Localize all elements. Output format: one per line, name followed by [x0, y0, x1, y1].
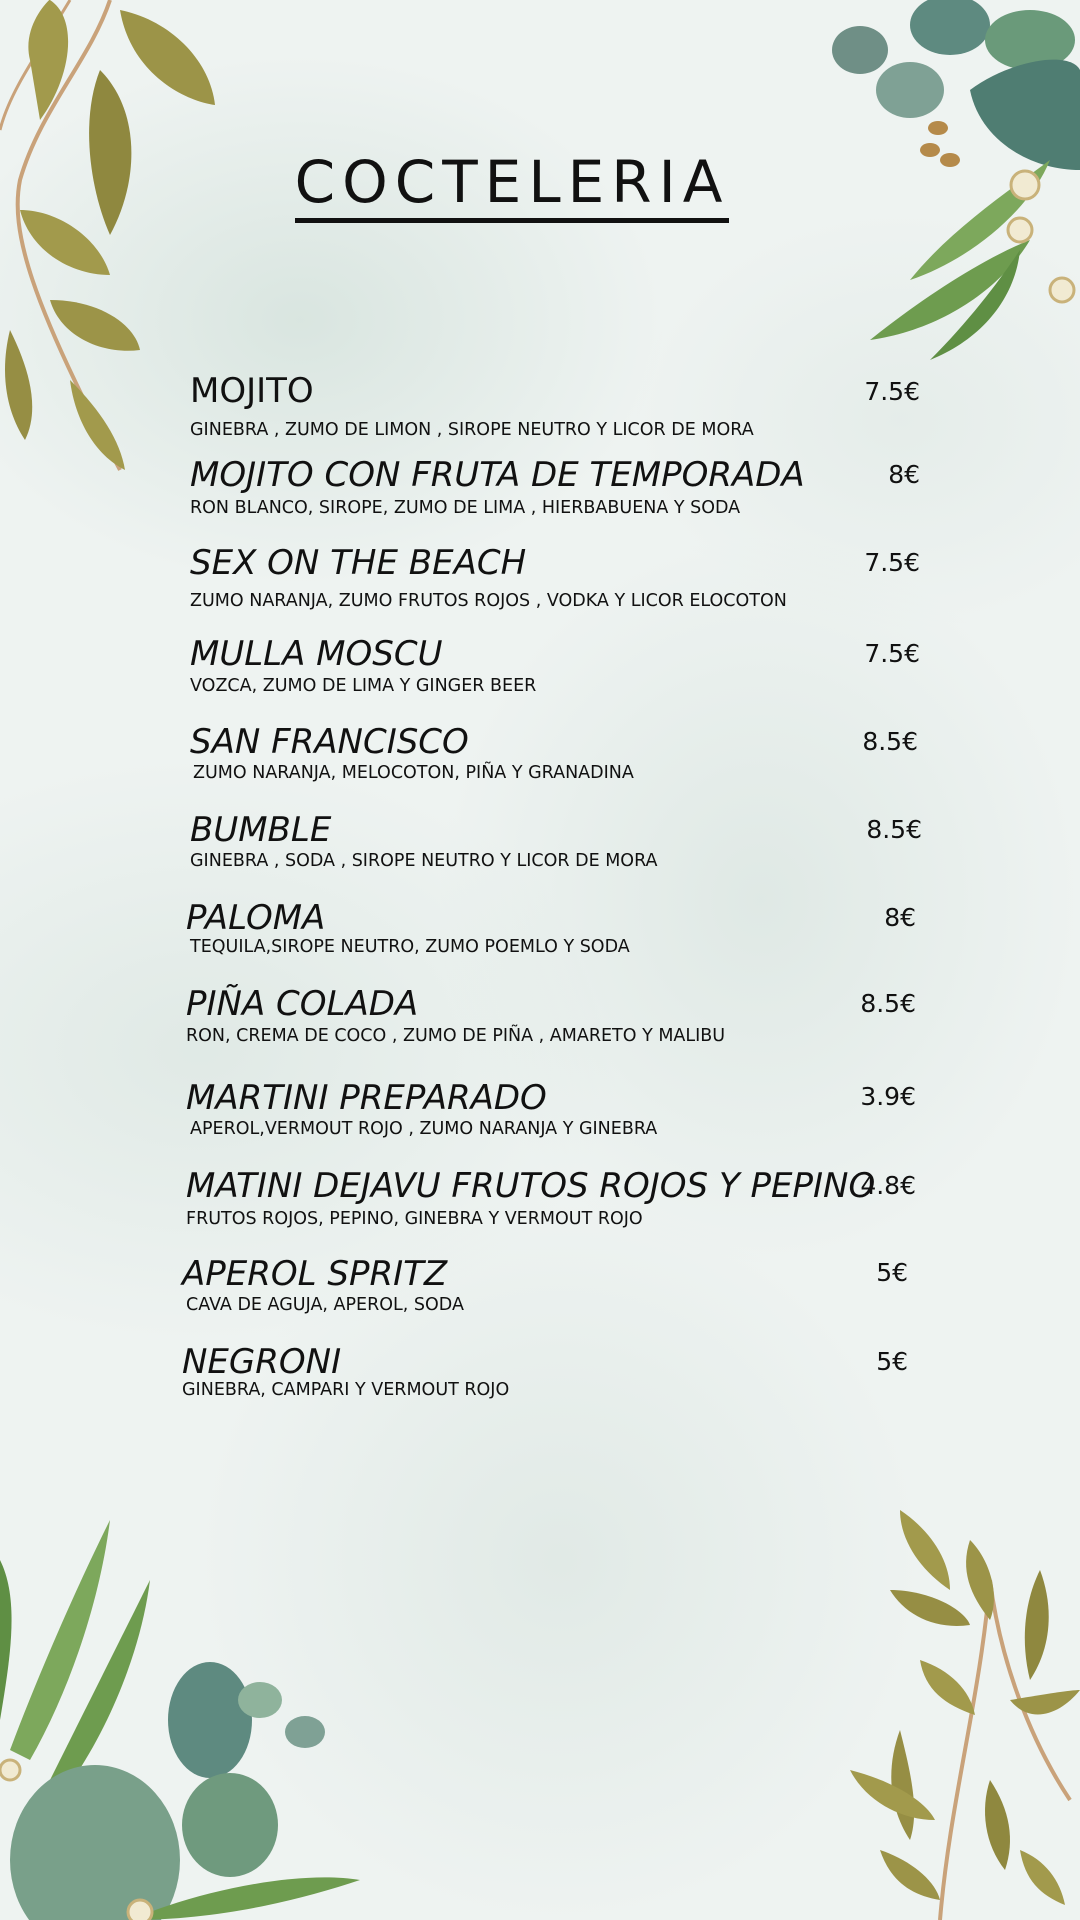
cocktail-name: SAN FRANCISCO [190, 722, 469, 762]
cocktail-description: GINEBRA, CAMPARI Y VERMOUT ROJO [182, 1380, 510, 1400]
menu-item [0, 896, 1080, 986]
menu-item [0, 1078, 1080, 1168]
cocktail-description: RON, CREMA DE COCO , ZUMO DE PIÑA , AMARETO Y MALIBU [186, 1026, 726, 1046]
cocktail-description: CAVA DE AGUJA, APEROL, SODA [186, 1295, 464, 1315]
cocktail-price: 7.5€ [864, 639, 920, 668]
cocktail-price: 5€ [876, 1258, 908, 1287]
cocktail-price: 3.9€ [860, 1082, 916, 1111]
cocktail-description: GINEBRA , ZUMO DE LIMON , SIROPE NEUTRO Y LICOR DE MORA [190, 420, 754, 440]
cocktail-description: FRUTOS ROJOS, PEPINO, GINEBRA Y VERMOUT ROJO [186, 1209, 643, 1229]
cocktail-name: APEROL SPRITZ [182, 1254, 448, 1294]
eucalyptus-bottom-left-icon [0, 1520, 440, 1920]
menu-item [0, 541, 1080, 631]
cocktail-price: 4.8€ [860, 1171, 916, 1200]
cocktail-name: SEX ON THE BEACH [190, 543, 527, 583]
cocktail-price: 8.5€ [860, 989, 916, 1018]
cocktail-description: TEQUILA,SIROPE NEUTRO, ZUMO POEMLO Y SODA [190, 937, 630, 957]
menu-item [0, 720, 1080, 810]
menu-item [0, 808, 1080, 898]
cocktail-name: NEGRONI [182, 1342, 342, 1382]
cocktail-name: PALOMA [186, 898, 326, 938]
menu-item [0, 1342, 1080, 1432]
cocktail-description: ZUMO NARANJA, MELOCOTON, PIÑA Y GRANADINA [193, 763, 634, 783]
cocktail-name: MOJITO [190, 371, 314, 411]
cocktail-price: 7.5€ [864, 548, 920, 577]
cocktail-price: 8€ [888, 460, 920, 489]
cocktail-price: 8.5€ [866, 815, 922, 844]
cocktail-name: MARTINI PREPARADO [186, 1078, 547, 1118]
cocktail-description: RON BLANCO, SIROPE, ZUMO DE LIMA , HIERBABUENA Y SODA [190, 498, 741, 518]
menu-item [0, 632, 1080, 722]
cocktail-description: ZUMO NARANJA, ZUMO FRUTOS ROJOS , VODKA Y LICOR ELOCOTON [190, 591, 787, 611]
cocktail-description: APEROL,VERMOUT ROJO , ZUMO NARANJA Y GINEBRA [190, 1119, 658, 1139]
menu-item [0, 982, 1080, 1072]
cocktail-description: GINEBRA , SODA , SIROPE NEUTRO Y LICOR DE MORA [190, 851, 658, 871]
cocktail-name: MULLA MOSCU [190, 634, 443, 674]
cocktail-price: 8.5€ [862, 727, 918, 756]
cocktail-price: 5€ [876, 1347, 908, 1376]
cocktail-name: PIÑA COLADA [186, 984, 419, 1024]
cocktail-price: 7.5€ [864, 377, 920, 406]
menu-item [0, 453, 1080, 543]
branch-bottom-right-icon [840, 1500, 1080, 1920]
page-title: COCTELERIA [0, 148, 1024, 216]
cocktail-name: MOJITO CON FRUTA DE TEMPORADA [190, 455, 805, 495]
cocktail-name: MATINI DEJAVU FRUTOS ROJOS Y PEPINO [186, 1166, 876, 1206]
cocktail-name: BUMBLE [190, 810, 332, 850]
menu-item [0, 368, 1080, 458]
cocktail-description: VOZCA, ZUMO DE LIMA Y GINGER BEER [190, 676, 537, 696]
menu-item [0, 1166, 1080, 1256]
cocktail-price: 8€ [884, 903, 916, 932]
menu-item [0, 1254, 1080, 1344]
